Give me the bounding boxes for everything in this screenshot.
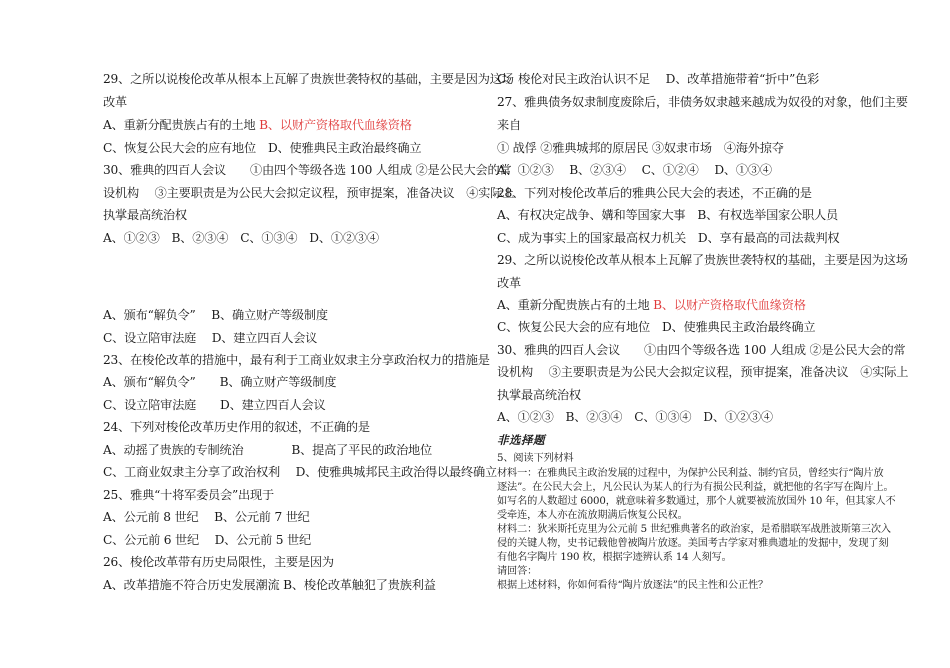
q24-options-cd: C、工商业奴隶主分享了政治权利 D、使雅典城邦民主政治得以最终确立 <box>103 465 497 479</box>
q23-options-cd: C、设立陪审法庭 D、建立四百人会议 <box>103 398 326 412</box>
q27-stem-line1: 27、雅典债务奴隶制度废除后，非债务奴隶越来越成为奴役的对象，他们主要 <box>497 95 908 109</box>
q29-options-cd: C、恢复公民大会的应有地位 D、使雅典民主政治最终确立 <box>497 320 816 334</box>
q23-options-ab: A、颁布“解负令” B、确立财产等级制度 <box>103 375 337 389</box>
material2-line1: 材料二：狄米斯托克里为公元前 5 世纪雅典著名的政治家，是希腊联军战胜波斯第三次入 <box>497 524 891 535</box>
material1-line2: 逐法”。在公民大会上，凡公民认为某人的行为有损公民利益，就把他的名字写在陶片上。 <box>497 482 894 493</box>
q26-stem: 26、梭伦改革带有历史局限性，主要是因为 <box>103 555 334 569</box>
q22-options-ab: A、颁布“解负令” B、确立财产等级制度 <box>103 308 328 322</box>
q27-options: A、①②③ B、②③④ C、①②④ D、①③④ <box>497 163 772 177</box>
q26-options-cd: C、梭伦对民主政治认识不足 D、改革措施带着“折中”色彩 <box>497 72 820 86</box>
q30-stem-line3: 执掌最高统治权 <box>103 208 187 222</box>
q30-options: A、①②③ B、②③④ C、①③④ D、①②③④ <box>497 410 773 424</box>
q27-stem-line2: 来自 <box>497 118 521 132</box>
q5-stem: 5、阅读下列材料 <box>497 453 574 464</box>
q24-stem: 24、下列对梭伦改革历史作用的叙述，不正确的是 <box>103 420 370 434</box>
q30-options: A、①②③ B、②③④ C、①③④ D、①②③④ <box>103 231 379 245</box>
q23-stem: 23、在梭伦改革的措施中，最有利于工商业奴隶主分享政治权力的措施是 <box>103 353 490 367</box>
material2-line2: 侵的关键人物，史书记载他曾被陶片放逐。美国考古学家对雅典遗址的发掘中，发现了刻 <box>497 538 889 549</box>
q25-stem: 25、雅典“十将军委员会”出现于 <box>103 488 275 502</box>
q29-options-ab <box>497 297 806 313</box>
q30-stem-line2: 设机构 ③主要职责是为公民大会拟定议程，预审提案，准备决议 ④实际上 <box>103 186 515 200</box>
q28-options-cd: C、成为事实上的国家最高权力机关 D、享有最高的司法裁判权 <box>497 231 840 245</box>
material1-line3: 如写名的人数超过 6000，就意味着多数通过，那个人就要被流放国外 10 年，但其家人不 <box>497 496 896 507</box>
material1-line4: 受牵连，本人亦在流放期满后恢复公民权。 <box>497 510 688 521</box>
q27-items: ① 战俘 ②雅典城邦的原居民 ③奴隶市场 ④海外掠夺 <box>497 141 784 155</box>
q29-stem-line1: 29、之所以说梭伦改革从根本上瓦解了贵族世袭特权的基础，主要是因为这场 <box>497 253 908 267</box>
q22-options-cd: C、设立陪审法庭 D、建立四百人会议 <box>103 331 318 345</box>
q29-stem-line2: 改革 <box>103 95 127 109</box>
q29-option-b-answer: B、以财产资格取代血缘资格 <box>259 118 412 132</box>
q29-options-cd: C、恢复公民大会的应有地位 D、使雅典民主政治最终确立 <box>103 141 422 155</box>
q29-options-ab <box>103 117 412 133</box>
q30-stem-line1: 30、雅典的四百人会议 ①由四个等级各选 100 人组成 ②是公民大会的常 <box>103 163 512 177</box>
q29-option-a: A、重新分配贵族占有的土地 <box>103 118 260 132</box>
q29-option-a: A、重新分配贵族占有的土地 <box>497 298 654 312</box>
q5-question: 根据上述材料，你如何看待“陶片放逐法”的民主性和公正性？ <box>497 580 769 591</box>
section-heading: 非选择题 <box>497 433 545 447</box>
material2-line3: 有他名字陶片 190 枚，根据字迹辨认系 14 人刻写。 <box>497 552 732 563</box>
q30-stem-line3: 执掌最高统治权 <box>497 388 581 402</box>
q28-options-ab: A、有权决定战争、媾和等国家大事 B、有权选举国家公职人员 <box>497 208 839 222</box>
q30-stem-line2: 设机构 ③主要职责是为公民大会拟定议程，预审提案，准备决议 ④实际上 <box>497 365 909 379</box>
q25-options-ab: A、公元前 8 世纪 B、公元前 7 世纪 <box>103 510 310 524</box>
material1-line1: 材料一：在雅典民主政治发展的过程中，为保护公民利益、制约官员，曾经实行“陶片放 <box>497 468 884 479</box>
q29-stem-line2: 改革 <box>497 276 521 290</box>
q26-options-ab: A、改革措施不符合历史发展潮流 B、梭伦改革触犯了贵族利益 <box>103 578 436 592</box>
q30-stem-line1: 30、雅典的四百人会议 ①由四个等级各选 100 人组成 ②是公民大会的常 <box>497 343 906 357</box>
answer-prompt: 请回答： <box>497 566 538 577</box>
q29-option-b-answer: B、以财产资格取代血缘资格 <box>653 298 806 312</box>
q28-stem: 28、下列对梭伦改革后的雅典公民大会的表述，不正确的是 <box>497 186 812 200</box>
q25-options-cd: C、公元前 6 世纪 D、公元前 5 世纪 <box>103 533 312 547</box>
q29-stem-line1: 29、之所以说梭伦改革从根本上瓦解了贵族世袭特权的基础，主要是因为这场 <box>103 72 514 86</box>
q24-options-ab: A、动摇了贵族的专制统治 B、提高了平民的政治地位 <box>103 443 433 457</box>
